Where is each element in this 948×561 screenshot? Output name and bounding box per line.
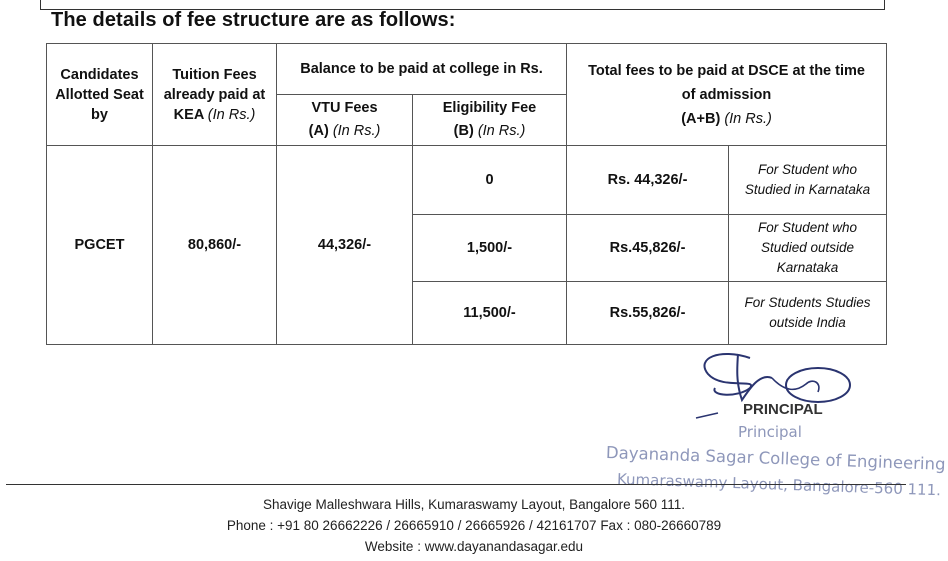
header-total: Total fees to be paid at DSCE at the time of admission (A+B) (In Rs.) bbox=[567, 44, 887, 146]
header-tuition: Tuition Fees already paid at KEA (In Rs.) bbox=[153, 44, 277, 146]
header-vtu-fees: VTU Fees (A) (In Rs.) bbox=[277, 95, 413, 146]
header-seat: Candidates Allotted Seat by bbox=[47, 44, 153, 146]
header-balance: Balance to be paid at college in Rs. bbox=[277, 44, 567, 95]
header-eligibility-fee: Eligibility Fee (B) (In Rs.) bbox=[413, 95, 567, 146]
principal-title: PRINCIPAL bbox=[743, 401, 823, 418]
seat-value: PGCET bbox=[47, 146, 153, 345]
total-value: Rs. 44,326/- bbox=[567, 146, 729, 215]
footer bbox=[0, 494, 948, 557]
table-row bbox=[47, 146, 887, 215]
tuition-paid-value: 80,860/- bbox=[153, 146, 277, 345]
footer-divider bbox=[6, 484, 906, 485]
note-cell: For Student who Studied in Karnataka bbox=[729, 146, 887, 215]
stamp-college-name: Dayananda Sagar College of Engineering bbox=[605, 443, 946, 474]
eligibility-value: 0 bbox=[413, 146, 567, 215]
vtu-fee-value: 44,326/- bbox=[277, 146, 413, 345]
eligibility-value: 11,500/- bbox=[413, 282, 567, 345]
total-value: Rs.45,826/- bbox=[567, 215, 729, 282]
eligibility-value: 1,500/- bbox=[413, 215, 567, 282]
total-value: Rs.55,826/- bbox=[567, 282, 729, 345]
note-cell: For Student who Studied outside Karnataka bbox=[729, 215, 887, 282]
stamp-address: Kumaraswamy Layout, Bangalore-560 111. bbox=[616, 470, 942, 500]
footer-website: Website : www.dayanandasagar.edu bbox=[364, 539, 584, 554]
footer-phone: Phone : +91 80 26662226 / 26665910 / 26665926 / 42161707 Fax : 080-26660789 bbox=[226, 518, 722, 533]
footer-address: Shavige Malleshwara Hills, Kumaraswamy Layout, Bangalore 560 111. bbox=[263, 497, 685, 512]
page-heading: The details of fee structure are as follows: bbox=[51, 9, 456, 31]
fee-structure-table bbox=[46, 43, 887, 345]
note-cell: For Students Studies outside India bbox=[729, 282, 887, 345]
stamp-principal: Principal bbox=[738, 423, 802, 441]
